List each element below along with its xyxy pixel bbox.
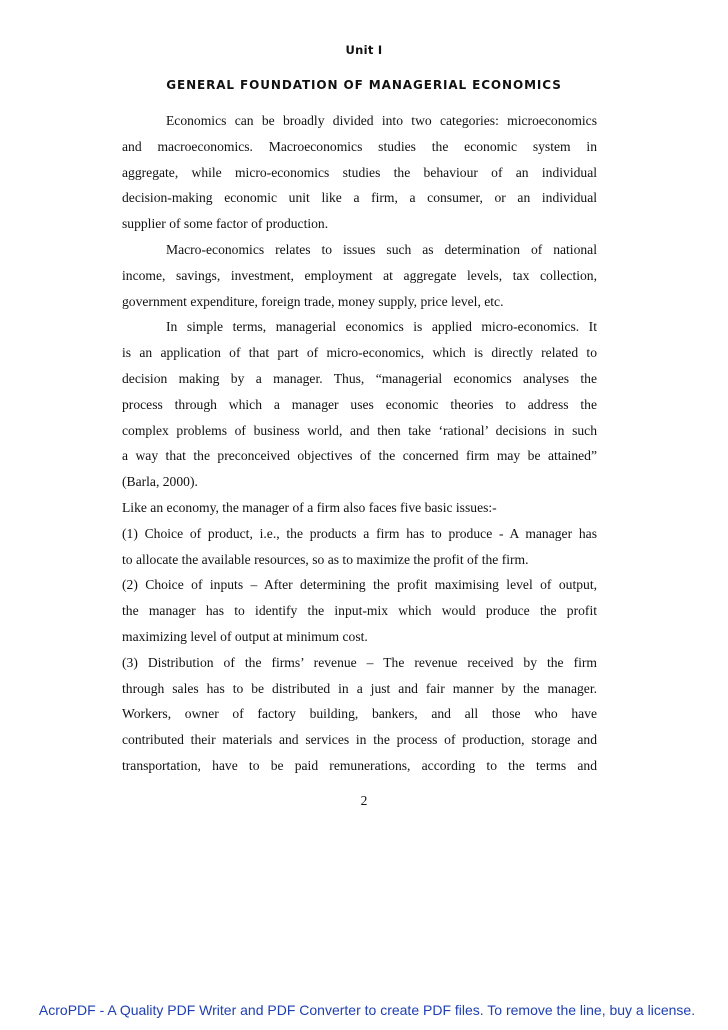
text-line: income, savings, investment, employment at aggregate levels, tax collection, (122, 267, 597, 283)
text-line: In simple terms, managerial economics is applied micro-economics. It (166, 319, 597, 335)
text-line: contributed their materials and services in the process of production, storage and (122, 732, 597, 748)
text-line: government expenditure, foreign trade, money supply, price level, etc. (122, 293, 504, 309)
text-line: Macro-economics relates to issues such as determination of national (166, 241, 597, 257)
body-text (122, 108, 597, 779)
text-line: (Barla, 2000). (122, 474, 198, 490)
text-line: aggregate, while micro-economics studies the behaviour of an individual (122, 164, 597, 180)
text-line: transportation, have to be paid remunerations, according to the terms and (122, 757, 597, 773)
text-line: complex problems of business world, and then take ‘rational’ decisions in such (122, 422, 597, 438)
text-line: Workers, owner of factory building, bankers, and all those who have (122, 706, 597, 722)
unit-label: Unit I (345, 43, 383, 57)
text-line: Like an economy, the manager of a firm also faces five basic issues:- (122, 499, 497, 515)
text-line: Economics can be broadly divided into two categories: microeconomics (166, 113, 597, 128)
text-line: a way that the preconceived objectives of the concerned firm may be attained” (122, 448, 597, 464)
text-line: is an application of that part of micro-economics, which is directly related to (122, 345, 597, 361)
text-line: (2) Choice of inputs – After determining the profit maximising level of output, (122, 577, 597, 593)
watermark-banner: AcroPDF - A Quality PDF Writer and PDF Converter to create PDF files. To remove the line, buy a license. (38, 1002, 696, 1018)
text-line: maximizing level of output at minimum cost. (122, 628, 368, 644)
text-line: to allocate the available resources, so as to maximize the profit of the firm. (122, 551, 529, 567)
text-line: and macroeconomics. Macroeconomics studies the economic system in (122, 138, 597, 154)
text-line: (1) Choice of product, i.e., the products a firm has to produce - A manager has (122, 525, 597, 541)
page-heading: GENERAL FOUNDATION OF MANAGERIAL ECONOMICS (166, 78, 562, 92)
text-line: (3) Distribution of the firms’ revenue – The revenue received by the firm (122, 654, 597, 670)
text-line: process through which a manager uses economic theories to address the (122, 396, 597, 412)
text-line: the manager has to identify the input-mix which would produce the profit (122, 603, 597, 619)
text-line: supplier of some factor of production. (122, 216, 329, 232)
text-line: decision making by a manager. Thus, “managerial economics analyses the (122, 370, 597, 386)
page-number: 2 (360, 793, 368, 808)
text-line: decision-making economic unit like a firm, a consumer, or an individual (122, 190, 597, 206)
text-line: through sales has to be distributed in a just and fair manner by the manager. (122, 680, 597, 696)
